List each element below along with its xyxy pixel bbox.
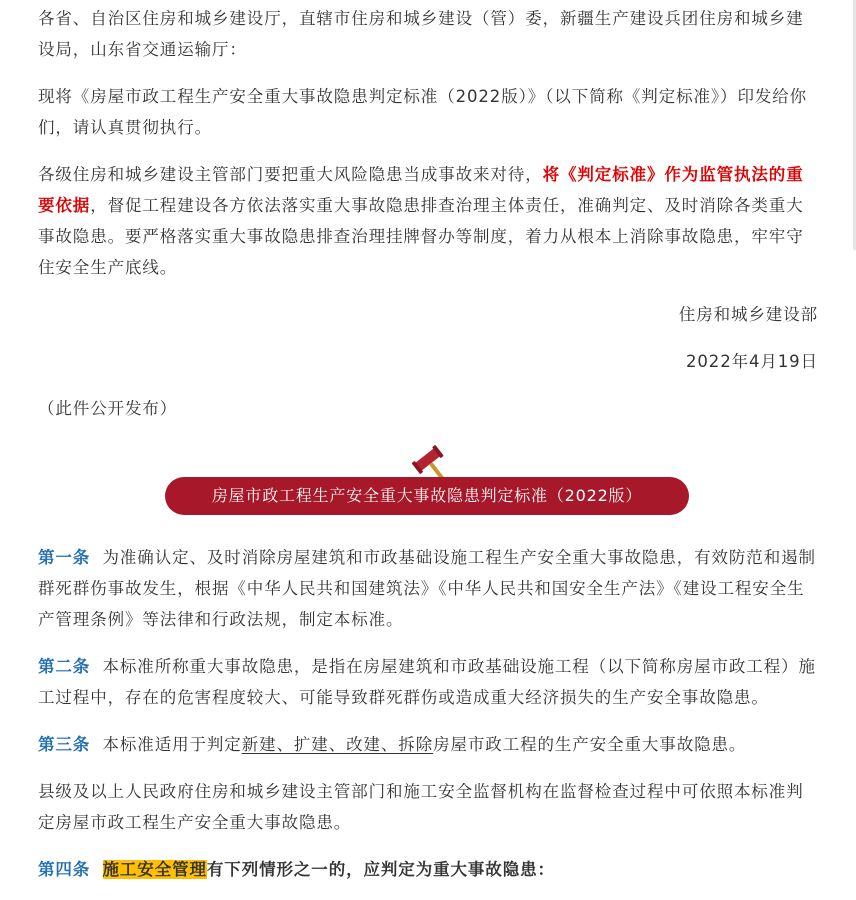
article-2-text: 本标准所称重大事故隐患，是指在房屋建筑和市政基础设施工程（以下简称房屋市政工程）施工过程中，存在的危害程度较大、可能导致群死群伤或造成重大经济损失的生产安全事故隐患。 (38, 657, 816, 707)
requirement-emphasis: 将《判定标准》作为监管执法的重要依据 (38, 165, 804, 215)
article-1-text: 为准确认定、及时消除房屋建筑和市政基础设施工程生产安全重大事故隐患，有效防范和遏制群死群伤事故发生，根据《中华人民共和国建筑法》《中华人民共和国安全生产法》《建设工程安全生产管理条例》等法律和行政法规，制定本标准。 (38, 548, 816, 629)
article-1 (38, 542, 818, 635)
article-3-label: 第三条 (38, 735, 91, 754)
issuer-signature: 住房和城乡建设部 (678, 305, 818, 324)
article-3-underlined: 新建、扩建、改建、拆除 (241, 735, 434, 754)
article-3-text-before: 本标准适用于判定 (102, 735, 242, 754)
article-4-highlight: 施工安全管理 (102, 860, 207, 879)
requirement-suffix: ，督促工程建设各方依法落实重大事故隐患排查治理主体责任，准确判定、及时消除各类重大事故隐患。要严格落实重大事故隐患排查治理挂牌督办等制度，着力从根本上消除事故隐患，牢牢守住安全生产底线。 (38, 196, 804, 277)
article-3 (38, 729, 818, 760)
requirement-prefix: 各级住房和城乡建设主管部门要把重大风险隐患当成事故来对待， (38, 165, 543, 184)
article-4-label: 第四条 (38, 860, 91, 879)
issuing-paragraph: 现将《房屋市政工程生产安全重大事故隐患判定标准（2022版）》（以下简称《判定标准》）印发给你们，请认真贯彻执行。 (38, 87, 808, 137)
issue-date: 2022年4月19日 (686, 352, 818, 371)
addressees-paragraph: 各省、自治区住房和城乡建设厅，直辖市住房和城乡建设（管）委，新疆生产建设兵团住房和城乡建设局，山东省交通运输厅： (38, 9, 804, 59)
standard-banner-section (38, 424, 818, 542)
article-3-paragraph-2: 县级及以上人民政府住房和城乡建设主管部门和施工安全监督机构在监督检查过程中可依照本标准判定房屋市政工程生产安全重大事故隐患。 (38, 782, 804, 832)
publication-note: （此件公开发布） (38, 399, 178, 418)
article-3-text-after: 房屋市政工程的生产安全重大事故隐患。 (433, 735, 747, 754)
article-4 (38, 854, 818, 885)
requirement-paragraph (38, 159, 818, 283)
article-2-label: 第二条 (38, 657, 91, 676)
standard-title-banner: 房屋市政工程生产安全重大事故隐患判定标准（2022版） (165, 477, 689, 515)
article-1-label: 第一条 (38, 548, 91, 567)
article-4-text: 有下列情形之一的，应判定为重大事故隐患： (206, 860, 555, 879)
article-body (38, 0, 818, 885)
article-2 (38, 651, 818, 713)
